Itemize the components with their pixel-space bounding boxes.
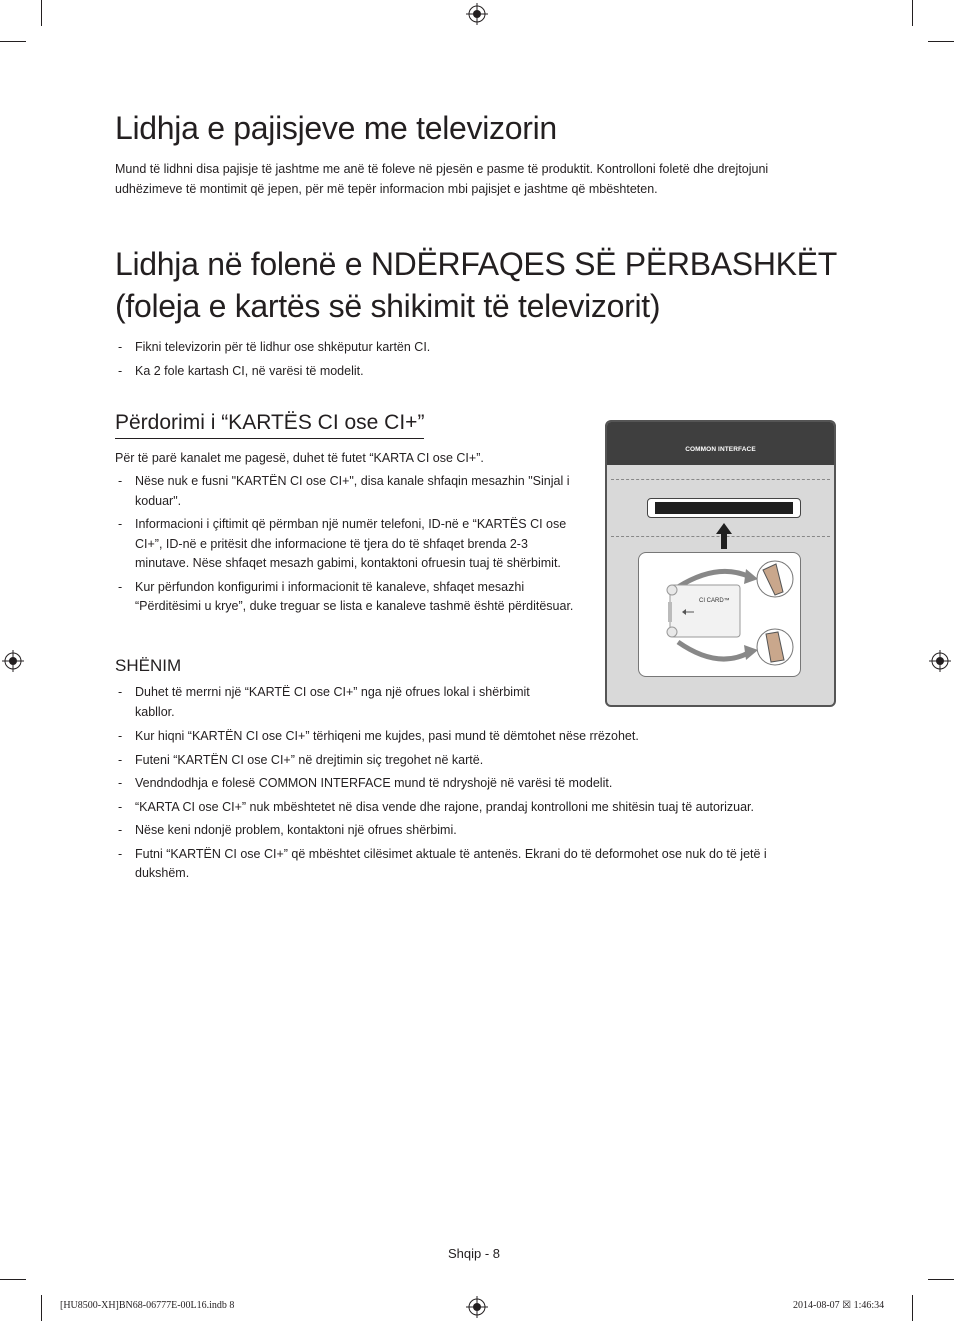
registration-mark-icon xyxy=(466,1296,488,1318)
note-bullets-narrow xyxy=(115,683,560,726)
arrow-up-icon xyxy=(715,522,733,550)
figure-header-label: COMMON INTERFACE xyxy=(685,446,756,453)
page-title: Lidhja e pajisjeve me televizorin xyxy=(115,110,557,146)
list-item: - Informacioni i çiftimit që përmban një numër telefoni, ID-në e “KARTËS CI ose CI+”, ID-në e pritësit dhe informacione të tjera do të shfaqet brenda 2-3 minutave. Nëse shfaqet mesazh gabimi, kontaktoni ofruesin tuaj të shërbimit. xyxy=(115,515,585,574)
list-item: - Duhet të merrni një “KARTË CI ose CI+” nga një ofrues lokal i shërbimit kabllor. xyxy=(115,683,560,722)
list-item: - Nëse keni ndonjë problem, kontaktoni një ofrues shërbimi. xyxy=(115,821,815,841)
note-title: SHËNIM xyxy=(115,656,182,675)
registration-mark-icon xyxy=(466,3,488,25)
page-number: Shqip - 8 xyxy=(448,1246,501,1261)
subsection-title: Përdorimi i “KARTËS CI ose CI+” xyxy=(115,411,424,439)
note-bullets xyxy=(115,727,815,888)
section-title-line2: (foleja e kartës së shikimit të televizorit) xyxy=(115,288,661,324)
figure-header xyxy=(607,422,834,465)
ci-card-label: CI CARD™ xyxy=(699,598,730,604)
list-item: - Kur përfundon konfigurimi i informacionit të kanaleve, shfaqet mesazhi “Përditësimi u krye”, duke treguar se lista e kanaleve tashmë është përditësuar. xyxy=(115,578,585,617)
crop-mark xyxy=(0,41,26,42)
crop-mark xyxy=(928,41,954,42)
crop-mark xyxy=(912,1295,913,1321)
intro-paragraph: Mund të lidhni disa pajisje të jashtme me anë të foleve në pjesën e pasme të produktit. Kontrolloni foletë dhe drejtojuni udhëzimeve të montimit që jepen, për më tepër informacion mbi pajisjet e jashtme që mbështeten. xyxy=(115,162,769,196)
list-item: - Fikni televizorin për të lidhur ose shkëputur kartën CI. xyxy=(115,338,815,358)
section-title-line1: Lidhja në folenë e NDËRFAQES SË PËRBASHKËT xyxy=(115,246,837,282)
subsection-bullets xyxy=(115,472,585,621)
subsection-intro: Për të parë kanalet me pagesë, duhet të futet “KARTA CI ose CI+”. xyxy=(115,451,484,465)
list-item: - Vendndodhja e folesë COMMON INTERFACE mund të ndryshojë në varësi të modelit. xyxy=(115,774,815,794)
ci-slot-opening xyxy=(655,502,793,514)
section-bullets xyxy=(115,338,815,385)
ci-card-figure xyxy=(605,420,836,707)
list-item: - Futeni “KARTËN CI ose CI+” në drejtimin siç tregohet në kartë. xyxy=(115,751,815,771)
crop-mark xyxy=(0,1279,26,1280)
crop-mark xyxy=(928,1279,954,1280)
list-item: - “KARTA CI ose CI+” nuk mbështetet në disa vende dhe rajone, prandaj kontrolloni me shitësin tuaj të autorizuar. xyxy=(115,798,815,818)
list-item: - Kur hiqni “KARTËN CI ose CI+” tërhiqeni me kujdes, pasi mund të dëmtohet nëse rrëzohet. xyxy=(115,727,815,747)
list-item: - Nëse nuk e fusni "KARTËN CI ose CI+", disa kanale shfaqin mesazhin "Sinjal i koduar". xyxy=(115,472,585,511)
section-title xyxy=(115,243,895,327)
crop-mark xyxy=(912,0,913,26)
registration-mark-icon xyxy=(2,650,24,672)
registration-mark-icon xyxy=(929,650,951,672)
crop-mark xyxy=(41,0,42,26)
footer-file-info: [HU8500-XH]BN68-06777E-00L16.indb 8 xyxy=(60,1300,235,1311)
list-item: - Ka 2 fole kartash CI, në varësi të modelit. xyxy=(115,362,815,382)
card-insertion-illustration xyxy=(638,552,801,677)
crop-mark xyxy=(41,1295,42,1321)
footer-timestamp: 2014-08-07 ☒ 1:46:34 xyxy=(793,1300,885,1311)
list-item: - Futni “KARTËN CI ose CI+” që mbështet cilësimet aktuale të antenës. Ekrani do të deformohet ose nuk do të jetë i dukshëm. xyxy=(115,845,815,884)
